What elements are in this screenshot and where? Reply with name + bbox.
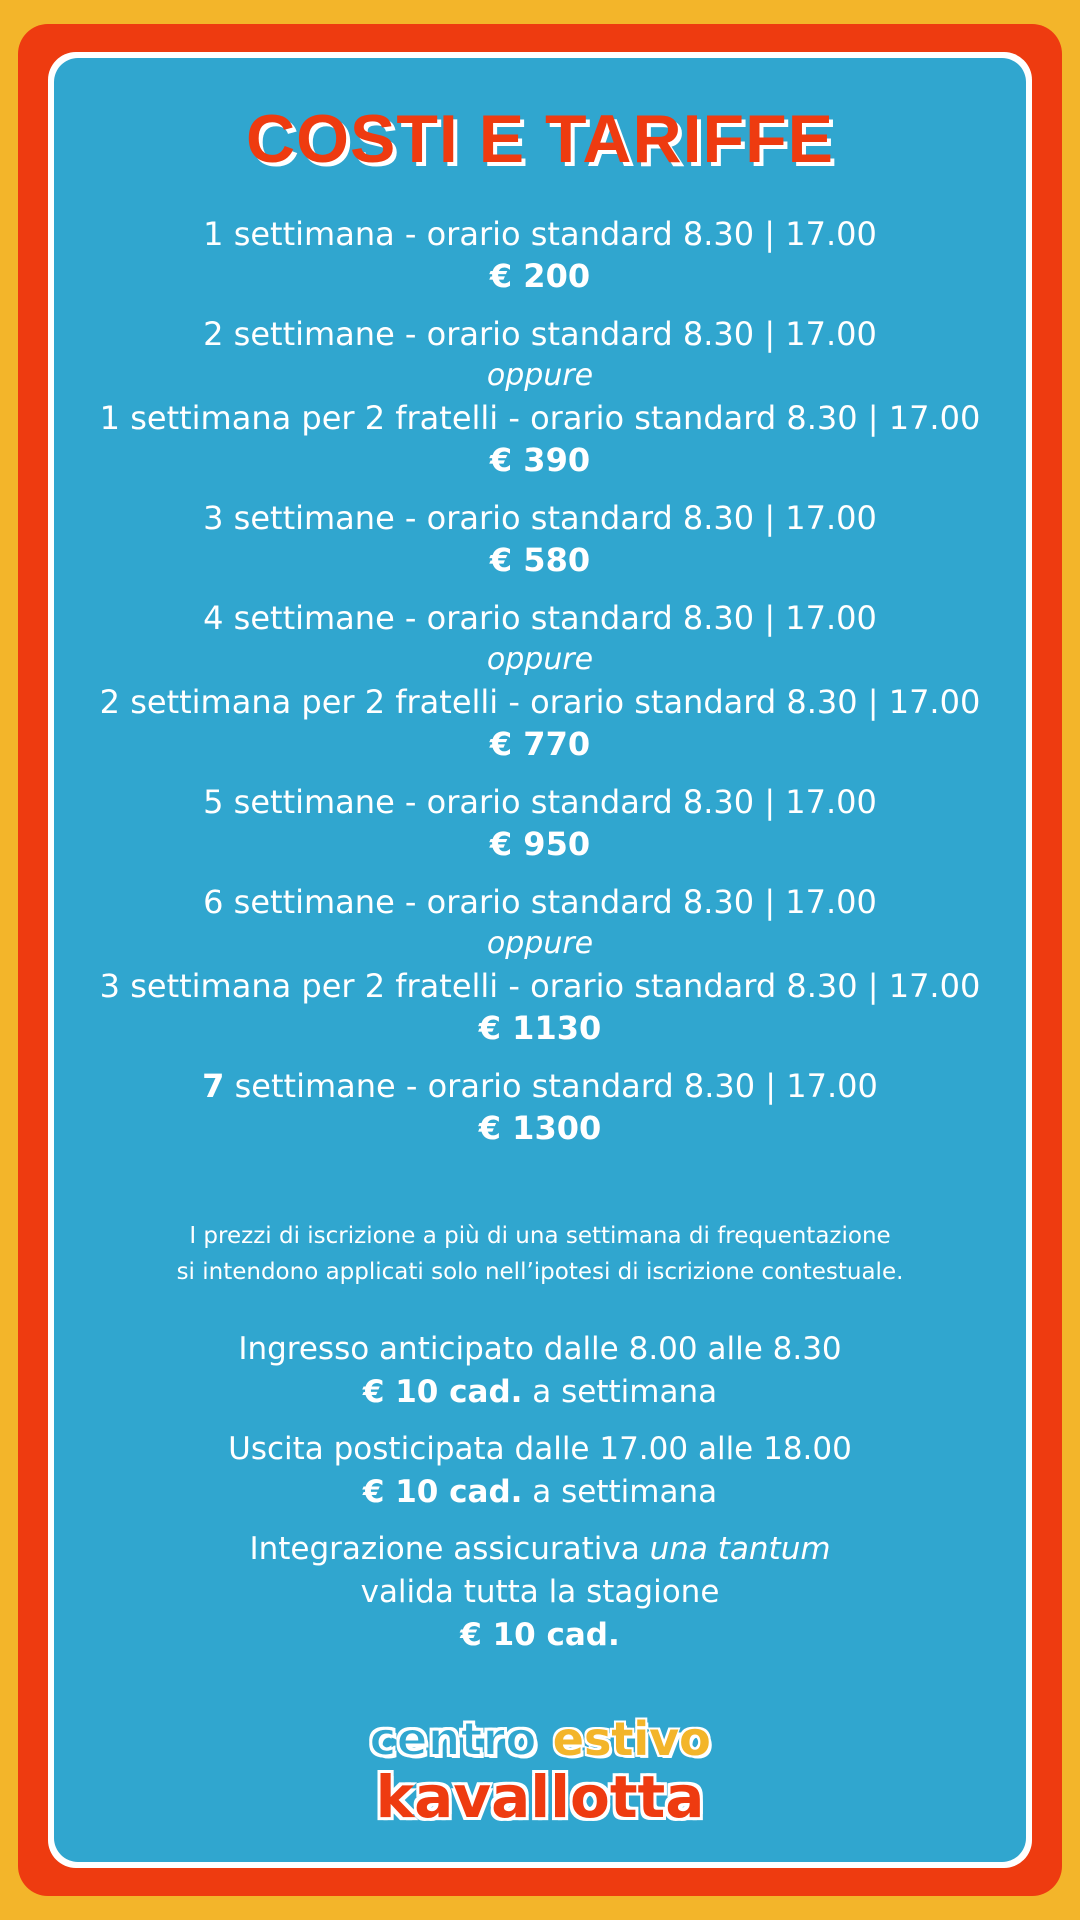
price-value: € 770 xyxy=(489,725,591,763)
price-value: € 200 xyxy=(489,257,591,295)
price-value: € 1300 xyxy=(478,1109,602,1147)
late-exit-unit: a settimana xyxy=(522,1474,718,1510)
note-line-1: I prezzi di iscrizione a più di una settimana di frequentazione xyxy=(189,1223,891,1249)
price-list xyxy=(54,213,1026,1165)
price-description xyxy=(54,1065,1026,1107)
insurance xyxy=(54,1528,1026,1657)
week-count: 7 xyxy=(202,1067,225,1105)
price-description-alt: 1 settimana per 2 fratelli - orario standard 8.30 | 17.00 xyxy=(99,399,981,437)
price-description: 1 settimana - orario standard 8.30 | 17.00 xyxy=(203,215,877,253)
insurance-label-text: Integrazione assicurativa xyxy=(249,1531,650,1567)
price-description-rest: settimane - orario standard 8.30 | 17.00 xyxy=(224,1067,878,1105)
early-entry-price xyxy=(54,1371,1026,1414)
extra-services xyxy=(54,1328,1026,1671)
price-item-6 xyxy=(54,881,1026,1049)
late-exit-price xyxy=(54,1471,1026,1514)
insurance-label xyxy=(54,1528,1026,1571)
price-description: 2 settimane - orario standard 8.30 | 17.00 xyxy=(203,315,877,353)
insurance-price xyxy=(54,1614,1026,1657)
insurance-validity: valida tutta la stagione xyxy=(360,1574,720,1610)
price-description-alt: 2 settimana per 2 fratelli - orario standard 8.30 | 17.00 xyxy=(99,683,981,721)
early-entry-label: Ingresso anticipato dalle 8.00 alle 8.30 xyxy=(238,1331,842,1367)
price-description-alt: 3 settimana per 2 fratelli - orario standard 8.30 | 17.00 xyxy=(99,967,981,1005)
logo-word-kavallotta: kavallotta xyxy=(375,1763,705,1831)
late-exit-amount: € 10 cad. xyxy=(362,1474,523,1510)
price-description: 5 settimane - orario standard 8.30 | 17.00 xyxy=(203,783,877,821)
price-item-4 xyxy=(54,597,1026,765)
page-title: COSTI E TARIFFE xyxy=(246,101,834,177)
logo-word-estivo: estivo xyxy=(552,1712,711,1766)
price-item-7 xyxy=(54,1065,1026,1149)
price-value: € 580 xyxy=(489,541,591,579)
price-item-1 xyxy=(54,213,1026,297)
note-line-2: si intendono applicati solo nell’ipotesi di iscrizione contestuale. xyxy=(176,1259,904,1285)
brand-logo xyxy=(54,1713,1026,1829)
price-value: € 390 xyxy=(489,441,591,479)
price-panel xyxy=(54,58,1026,1862)
pricing-note xyxy=(54,1218,1026,1290)
insurance-amount: € 10 cad. xyxy=(460,1617,620,1653)
alternative-label: oppure xyxy=(486,358,594,393)
price-description: 6 settimane - orario standard 8.30 | 17.00 xyxy=(203,883,877,921)
late-exit xyxy=(54,1428,1026,1514)
alternative-label: oppure xyxy=(486,642,594,677)
price-item-3 xyxy=(54,497,1026,581)
price-item-5 xyxy=(54,781,1026,865)
early-entry-amount: € 10 cad. xyxy=(362,1374,523,1410)
early-entry-unit: a settimana xyxy=(522,1374,718,1410)
insurance-label-italic: una tantum xyxy=(649,1531,831,1567)
logo-word-centro: centro xyxy=(369,1712,537,1766)
price-description: 3 settimane - orario standard 8.30 | 17.00 xyxy=(203,499,877,537)
price-item-2 xyxy=(54,313,1026,481)
late-exit-label: Uscita posticipata dalle 17.00 alle 18.00 xyxy=(228,1431,852,1467)
early-entry xyxy=(54,1328,1026,1414)
price-value: € 950 xyxy=(489,825,591,863)
price-description: 4 settimane - orario standard 8.30 | 17.00 xyxy=(203,599,877,637)
logo-row-top xyxy=(54,1713,1026,1765)
alternative-label: oppure xyxy=(486,926,594,961)
price-value: € 1130 xyxy=(478,1009,602,1047)
